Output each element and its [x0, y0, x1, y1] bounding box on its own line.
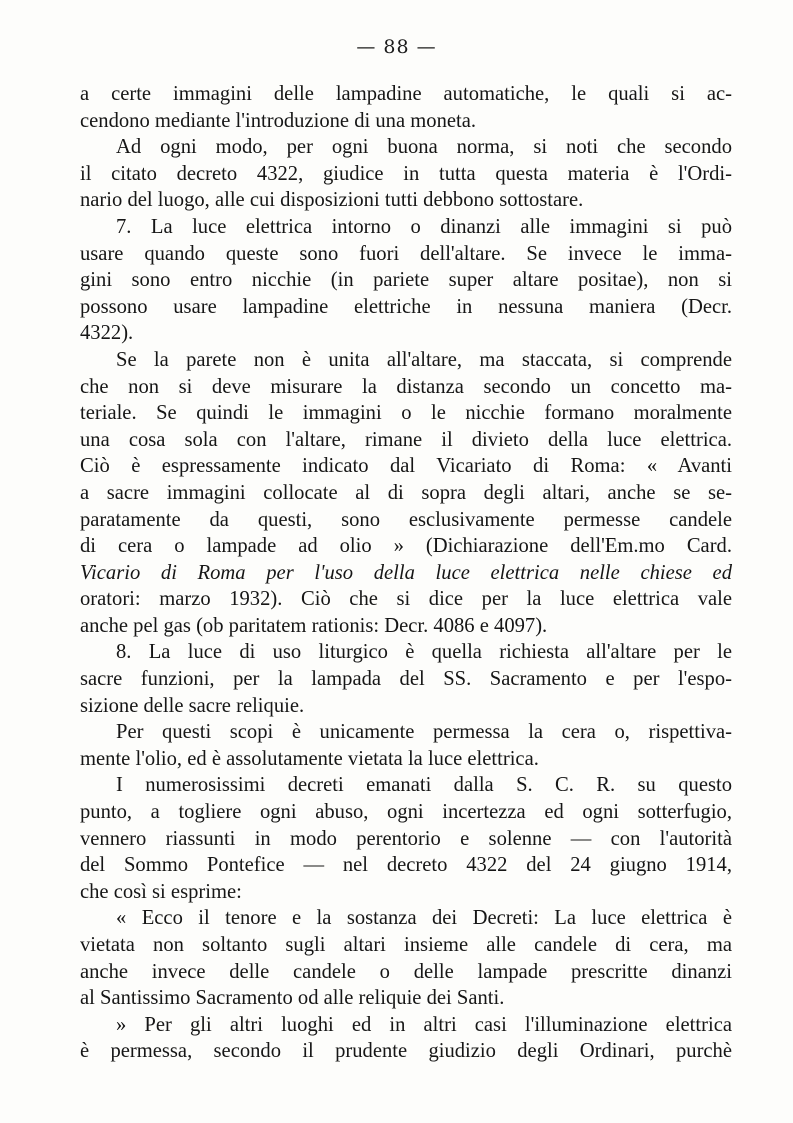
text-line: che non si deve misurare la distanza secondo un concetto ma-	[80, 375, 732, 398]
text-line: possono usare lampadine elettriche in nessuna maniera (Decr.	[80, 295, 732, 318]
text-line: paratamente da questi, sono esclusivamente permesse candele	[80, 508, 732, 531]
text-line: Se la parete non è unita all'altare, ma staccata, si comprende	[116, 348, 732, 371]
text-line: anche pel gas (ob paritatem rationis: Decr. 4086 e 4097).	[80, 614, 548, 637]
text-line: punto, a togliere ogni abuso, ogni incertezza ed ogni sotterfugio,	[80, 801, 732, 824]
text-line: usare quando queste sono fuori dell'altare. Se invece le imma-	[80, 242, 732, 265]
text-line: 4322).	[80, 322, 134, 345]
quote-line: vietata non soltanto sugli altari insieme alle candele di cera, ma	[80, 934, 732, 956]
section-8-heading-line: 8. La luce di uso liturgico è quella richiesta all'altare per le	[116, 641, 732, 664]
page-body-text	[80, 81, 732, 1065]
quote-line: anche invece delle candele o delle lampade prescritte dinanzi	[80, 960, 732, 983]
text-line: una cosa sola con l'altare, rimane il divieto della luce elettrica.	[80, 428, 732, 451]
quote-line: » Per gli altri luoghi ed in altri casi l'illuminazione elettrica	[116, 1013, 732, 1036]
quote-line: « Ecco il tenore e la sostanza dei Decreti: La luce elettrica è	[116, 907, 732, 930]
text-line: vennero riassunti in modo perentorio e solenne — con l'autorità	[80, 827, 732, 850]
text-line: mente l'olio, ed è assolutamente vietata la luce elettrica.	[80, 747, 539, 770]
text-line: a certe immagini delle lampadine automatiche, le quali si ac-	[80, 83, 732, 105]
text-line: sacre funzioni, per la lampada del SS. Sacramento e per l'espo-	[80, 668, 732, 691]
text-line: di cera o lampade ad olio » (Dichiarazione dell'Em.mo Card.	[80, 535, 732, 558]
quote-line: è permessa, secondo il prudente giudizio degli Ordinari, purchè	[80, 1040, 732, 1063]
text-line: Ciò è espressamente indicato dal Vicariato di Roma: « Avanti	[80, 455, 732, 478]
text-line: sizione delle sacre reliquie.	[80, 694, 305, 717]
quote-line: al Santissimo Sacramento od alle reliquie dei Santi.	[80, 987, 505, 1010]
text-line: gini sono entro nicchie (in pariete super altare positae), non si	[80, 269, 732, 292]
text-line: il citato decreto 4322, giudice in tutta questa materia è l'Ordi-	[80, 162, 732, 185]
text-line: del Sommo Pontefice — nel decreto 4322 del 24 giugno 1914,	[80, 854, 732, 877]
text-line: teriale. Se quindi le immagini o le nicchie formano moralmente	[80, 402, 732, 425]
text-line: I numerosissimi decreti emanati dalla S. C. R. su questo	[116, 774, 732, 797]
text-line: Per questi scopi è unicamente permessa la cera o, rispettiva-	[116, 721, 732, 744]
text-line: nario del luogo, alle cui disposizioni tutti debbono sottostare.	[80, 189, 584, 212]
page-number: — 88 —	[356, 36, 437, 58]
section-7-heading-line: 7. La luce elettrica intorno o dinanzi alle immagini si può	[116, 215, 732, 238]
text-line: che così si esprime:	[80, 880, 242, 903]
text-line-italic: Vicario di Roma per l'uso della luce elettrica nelle chiese ed	[80, 561, 732, 584]
text-line: Ad ogni modo, per ogni buona norma, si noti che secondo	[116, 136, 732, 159]
text-line: cendono mediante l'introduzione di una moneta.	[80, 109, 477, 132]
text-line: oratori: marzo 1932). Ciò che si dice per la luce elettrica vale	[80, 588, 732, 611]
text-line: a sacre immagini collocate al di sopra degli altari, anche se se-	[80, 481, 732, 504]
